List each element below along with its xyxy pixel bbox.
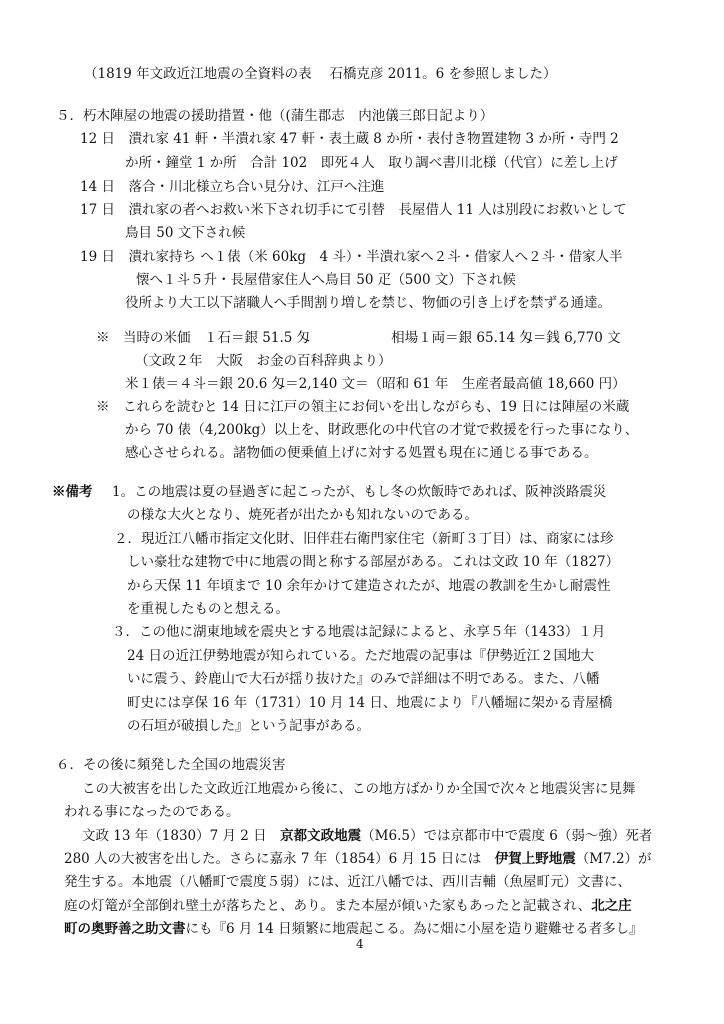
kitanosho-bold: 北之庄 — [591, 898, 632, 914]
entry-17-line2: 鳥目 50 文下され候 — [125, 225, 246, 241]
text-run: （M7.2）が — [575, 851, 652, 867]
remark-2-line4: を重視したものと想える。 — [127, 601, 289, 617]
rice-price-note-line2: （文政２年 大阪 お金の百科辞典より） — [135, 353, 392, 369]
rice-price-note-line1: ※ 当時の米価 １石＝銀 51.5 匁 相場１両＝銀 65.14 匁＝銭 6,770 文 — [96, 330, 621, 346]
entry-12-line2: か所・鐘堂 1 か所 合計 102 即死４人 取り調べ書川北様（代官）に差し上げ — [125, 155, 618, 171]
text-run: 280 人の大被害を出した。さらに嘉永 7 年（1854）6 月 15 日には — [64, 851, 495, 867]
entry-19-line3: 役所より大工以下諸職人へ手間割り増しを禁じ、物価の引き上げを禁ずる通達。 — [125, 295, 611, 311]
remark-3-line5: の石垣が破損した』という記事がある。 — [127, 718, 370, 734]
entry-14: 14 日 落合・川北様立ち合い見分け、江戸へ注進 — [80, 179, 385, 195]
section-6-heading: ６．その後に頻発した全国の地震災害 — [56, 757, 286, 773]
remark-2-line2: しい豪壮な建物で中に地震の間と称する部屋がある。これは文政 10 年（1827） — [127, 554, 620, 570]
entry-19-line2: 懐へ１斗５升・長屋借家住人へ鳥目 50 疋（500 文）下され候 — [136, 272, 516, 288]
iga-ueno-earthquake: 伊賀上野地震 — [494, 851, 576, 867]
reading-note-line2: から 70 俵（4,200kg）以上を、財政悪化の中代官の才覚で救援を行った事になり、 — [125, 422, 639, 438]
text-run: にも『6 月 14 日頻繁に地震起こる。為に畑に小屋を造り避難せる者多し』 — [185, 921, 643, 937]
section-6-para1-line2: われる事になったのである。 — [64, 804, 240, 820]
remarks-label: ※備考 — [52, 484, 93, 500]
reading-note-line1: ※ これらを読むと 14 日に江戸の領主にお伺いを出しながらも、19 日には陣屋の米蔵 — [96, 399, 630, 415]
entry-12-line1: 12 日 潰れ家 41 軒・半潰れ家 47 軒・表土蔵 8 か所・表付き物置建物 3 か所・寺門 2 — [80, 131, 619, 147]
entry-17-line1: 17 日 潰れ家の者へお救い米下され切手にて引替 長屋借人 11 人は別段にお救いとして — [80, 202, 627, 218]
section-6-para2-line5 — [64, 920, 643, 938]
entry-19-line1: 19 日 潰れ家持ち へ１俵（米 60kg 4 斗）・半潰れ家へ２斗・借家人へ２斗・借家人半 — [80, 249, 623, 265]
ref-note: （1819 年文政近江地震の全資料の表 石橋克彦 2011。6 を参照しました） — [84, 66, 557, 82]
remark-3-line2: 24 日の近江伊勢地震が知られている。ただ地震の記事は『伊勢近江２国地大 — [127, 648, 594, 664]
reading-note-line3: 感心させられる。諸物価の便乗値上げに対する処置も現在に通じる事である。 — [125, 445, 598, 461]
remark-3-line4: 町史には享保 16 年（1731）10 月 14 日、地震により『八幡堀に架かる青屋橋 — [127, 695, 613, 711]
section-6-para2-line2 — [64, 850, 652, 868]
okuno-document-bold: 町の奥野善之助文書 — [64, 921, 186, 937]
section-6-para2-line4 — [64, 897, 632, 915]
remark-3-line3: いに震う、鈴鹿山で大石が揺り抜けた』のみで詳細は不明である。また、八幡 — [127, 671, 600, 687]
remark-2-line3: から天保 11 年頃まで 10 余年かけて建造されたが、地震の教訓を生かし耐震性 — [127, 578, 611, 594]
text-run: 文政 13 年（1830）7 月 2 日 — [82, 828, 281, 844]
remark-1-line2: の様な大火となり、焼死者が出たかも知れないのである。 — [127, 507, 478, 523]
page-number: 4 — [356, 937, 364, 951]
text-run: （M6.5）では京都市中で震度 6（弱～強）死者 — [361, 828, 653, 844]
kyoto-bunsei-earthquake: 京都文政地震 — [280, 828, 362, 844]
remark-2-line1: ２．現近江八幡市指定文化財、旧伴荘右衛門家住宅（新町３丁目）は、商家には珍 — [114, 531, 614, 547]
section-6-para1-line1: この大被害を出した文政近江地震から後に、この地方ばかりか全国で次々と地震災害に見舞 — [82, 781, 636, 797]
remark-1-line1: 1。この地震は夏の昼過ぎに起こったが、もし冬の炊飯時であれば、阪神淡路震災 — [112, 484, 607, 500]
text-run: 庭の灯篭が全部倒れ壁土が落ちたと、あり。また本屋が傾いた家もあったと記載され、 — [64, 898, 592, 914]
remark-3-line1: ３．この他に湖東地域を震央とする地震は記録によると、永享５年（1433）１月 — [112, 624, 606, 640]
section-6-para2-line1 — [82, 827, 652, 845]
section-6-para2-line3: 発生する。本地震（八幡町で震度５弱）には、近江八幡では、西川吉輔（魚屋町元）文書に、 — [64, 874, 631, 890]
section-5-heading: ５．朽木陣屋の地震の援助措置・他（(蒲生郡志 内池儀三郎日記より） — [56, 108, 494, 124]
rice-price-note-line3: 米１俵＝４斗＝銀 20.6 匁＝2,140 文＝（昭和 61 年 生産者最高値 18,660 円） — [125, 376, 626, 392]
